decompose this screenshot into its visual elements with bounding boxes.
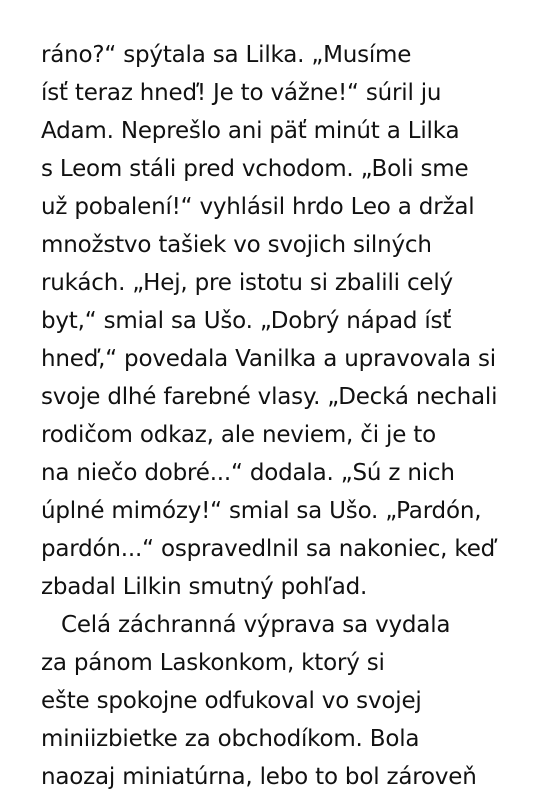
body-text (41, 36, 541, 796)
paragraph-first-line: Celá záchranná výprava sa vydala (61, 612, 451, 638)
text-line: ráno?“ spýtala sa Lilka. „Musíme (41, 42, 412, 68)
text-line: pardón...“ ospravedlnil sa nakoniec, keď (41, 536, 496, 562)
text-line: byt,“ smial sa Ušo. „Dobrý nápad ísť (41, 308, 452, 334)
text-line: hneď,“ povedala Vanilka a upravovala si (41, 346, 496, 372)
text-line: ešte spokojne odfukoval vo svojej (41, 688, 422, 714)
text-line: zbadal Lilkin smutný pohľad. (41, 574, 368, 600)
text-line: rukách. „Hej, pre istotu si zbalili celý (41, 270, 453, 296)
text-line: ísť teraz hneď! Je to vážne!“ súril ju (41, 80, 442, 106)
text-line: na niečo dobré...“ dodala. „Sú z nich (41, 460, 455, 486)
text-line: rodičom odkaz, ale neviem, či je to (41, 422, 436, 448)
text-line: množstvo tašiek vo svojich silných (41, 232, 432, 258)
text-line: svoje dlhé farebné vlasy. „Decká nechali (41, 384, 498, 410)
text-line: úplné mimózy!“ smial sa Ušo. „Pardón, (41, 498, 482, 524)
text-line: naozaj miniatúrna, lebo to bol zároveň (41, 764, 477, 790)
text-line: už pobalení!“ vyhlásil hrdo Leo a držal (41, 194, 475, 220)
text-line: s Leom stáli pred vchodom. „Boli sme (41, 156, 469, 182)
text-line: za pánom Laskonkom, ktorý si (41, 650, 385, 676)
text-line: Adam. Neprešlo ani päť minút a Lilka (41, 118, 460, 144)
text-line: miniizbietke za obchodíkom. Bola (41, 726, 420, 752)
